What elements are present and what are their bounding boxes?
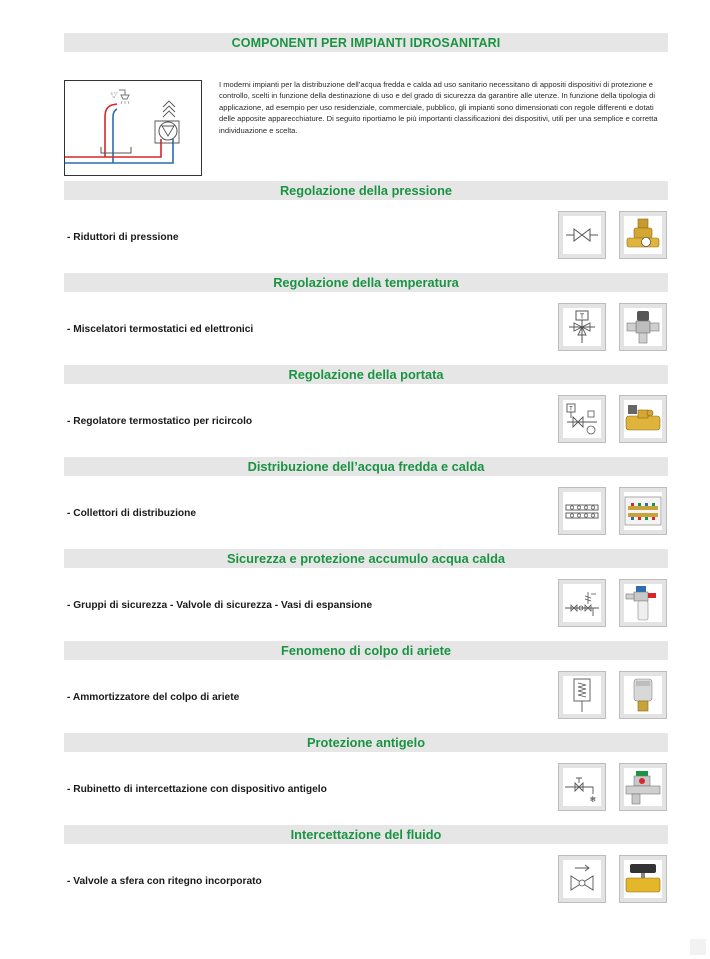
recirculation-regulator-symbol-icon: [558, 395, 606, 443]
pressure-reducer-photo-icon: [619, 211, 667, 259]
section-temperature-regulation: [64, 273, 668, 335]
section-item-text: - Regolatore termostatico per ricircolo: [67, 416, 253, 427]
section-fluid-shutoff: [64, 825, 668, 887]
recirculation-regulator-photo-icon: [619, 395, 667, 443]
section-heading: Fenomeno di colpo di ariete: [281, 643, 451, 658]
section-heading-bar: [64, 181, 668, 200]
section-heading-bar: [64, 825, 668, 844]
antifreeze-valve-photo-icon: [619, 763, 667, 811]
svg-text:❄: ❄: [589, 795, 597, 804]
ball-valve-photo-icon: [619, 855, 667, 903]
safety-group-symbol-icon: [558, 579, 606, 627]
section-heading: Distribuzione dell’acqua fredda e calda: [247, 459, 485, 474]
section-heading-bar: [64, 365, 668, 384]
section-heading-bar: [64, 733, 668, 752]
section-antifreeze: [64, 733, 668, 804]
section-heading: Protezione antigelo: [306, 735, 426, 750]
antifreeze-valve-symbol-icon: [558, 763, 606, 811]
ball-valve-check-symbol-icon: [558, 855, 606, 903]
section-item-text: - Rubinetto di intercettazione con dispositivo antigelo: [67, 784, 327, 795]
pressure-reducer-symbol-icon: [558, 211, 606, 259]
section-heading-bar: [64, 549, 668, 568]
manifold-box-photo-icon: [619, 487, 667, 535]
section-item-text: - Miscelatori termostatici ed elettronici: [67, 324, 254, 335]
section-flow-regulation: [64, 365, 668, 427]
section-water-hammer: [64, 641, 668, 703]
section-water-distribution: [64, 457, 668, 519]
water-hammer-arrester-photo-icon: [619, 671, 667, 719]
section-heading-bar: [64, 457, 668, 476]
section-pressure-regulation: [64, 181, 668, 243]
thermostatic-mixer-photo-icon: [619, 303, 667, 351]
section-heading: Regolazione della pressione: [279, 183, 453, 198]
water-hammer-symbol-icon: [558, 671, 606, 719]
section-item-text: - Gruppi di sicurezza - Valvole di sicurezza - Vasi di espansione: [67, 600, 373, 611]
page-title: COMPONENTI PER IMPIANTI IDROSANITARI: [231, 35, 501, 50]
safety-valve-photo-icon: [619, 579, 667, 627]
thermostatic-mixer-symbol-icon: [558, 303, 606, 351]
corner-mark: [690, 939, 706, 955]
section-safety-hot-water: [64, 549, 668, 611]
manifold-symbol-icon: [558, 487, 606, 535]
svg-text:T: T: [579, 313, 585, 321]
section-heading: Regolazione della temperatura: [273, 275, 459, 290]
section-heading: Regolazione della portata: [288, 367, 444, 382]
section-heading-bar: [64, 273, 668, 292]
section-item-text: - Ammortizzatore del colpo di ariete: [67, 692, 240, 703]
section-heading-bar: [64, 641, 668, 660]
section-item-text: - Collettori di distribuzione: [67, 508, 197, 519]
section-heading: Sicurezza e protezione accumulo acqua calda: [226, 551, 506, 566]
section-item-text: - Riduttori di pressione: [67, 232, 179, 243]
section-item-text: - Valvole a sfera con ritegno incorporato: [67, 876, 262, 887]
intro-paragraph: I moderni impianti per la distribuzione dell’acqua fredda e calda ad uso sanitario necessitano di appositi dispositivi di protezione e controllo, scelti in funzione della destinazione di uso e del grado di sicurezza da garantire alle utenze. In funzione della tipologia di applicazione, ad esempio per uso residenziale, commerciale, pubblico, gli impianti sono dimensionati con regole differenti e dotati delle apposite apparecchiature. Di seguito riportiamo le più importanti classificazioni dei dispositivi, utili per una semplice e corretta individuazione e scelta.: [219, 80, 658, 135]
plumbing-schema-icon: [65, 81, 201, 175]
svg-text:T: T: [569, 406, 573, 413]
plumbing-schema-illustration: [64, 80, 202, 176]
section-heading: Intercettazione del fluido: [290, 827, 442, 842]
page-title-bar: [64, 33, 668, 52]
